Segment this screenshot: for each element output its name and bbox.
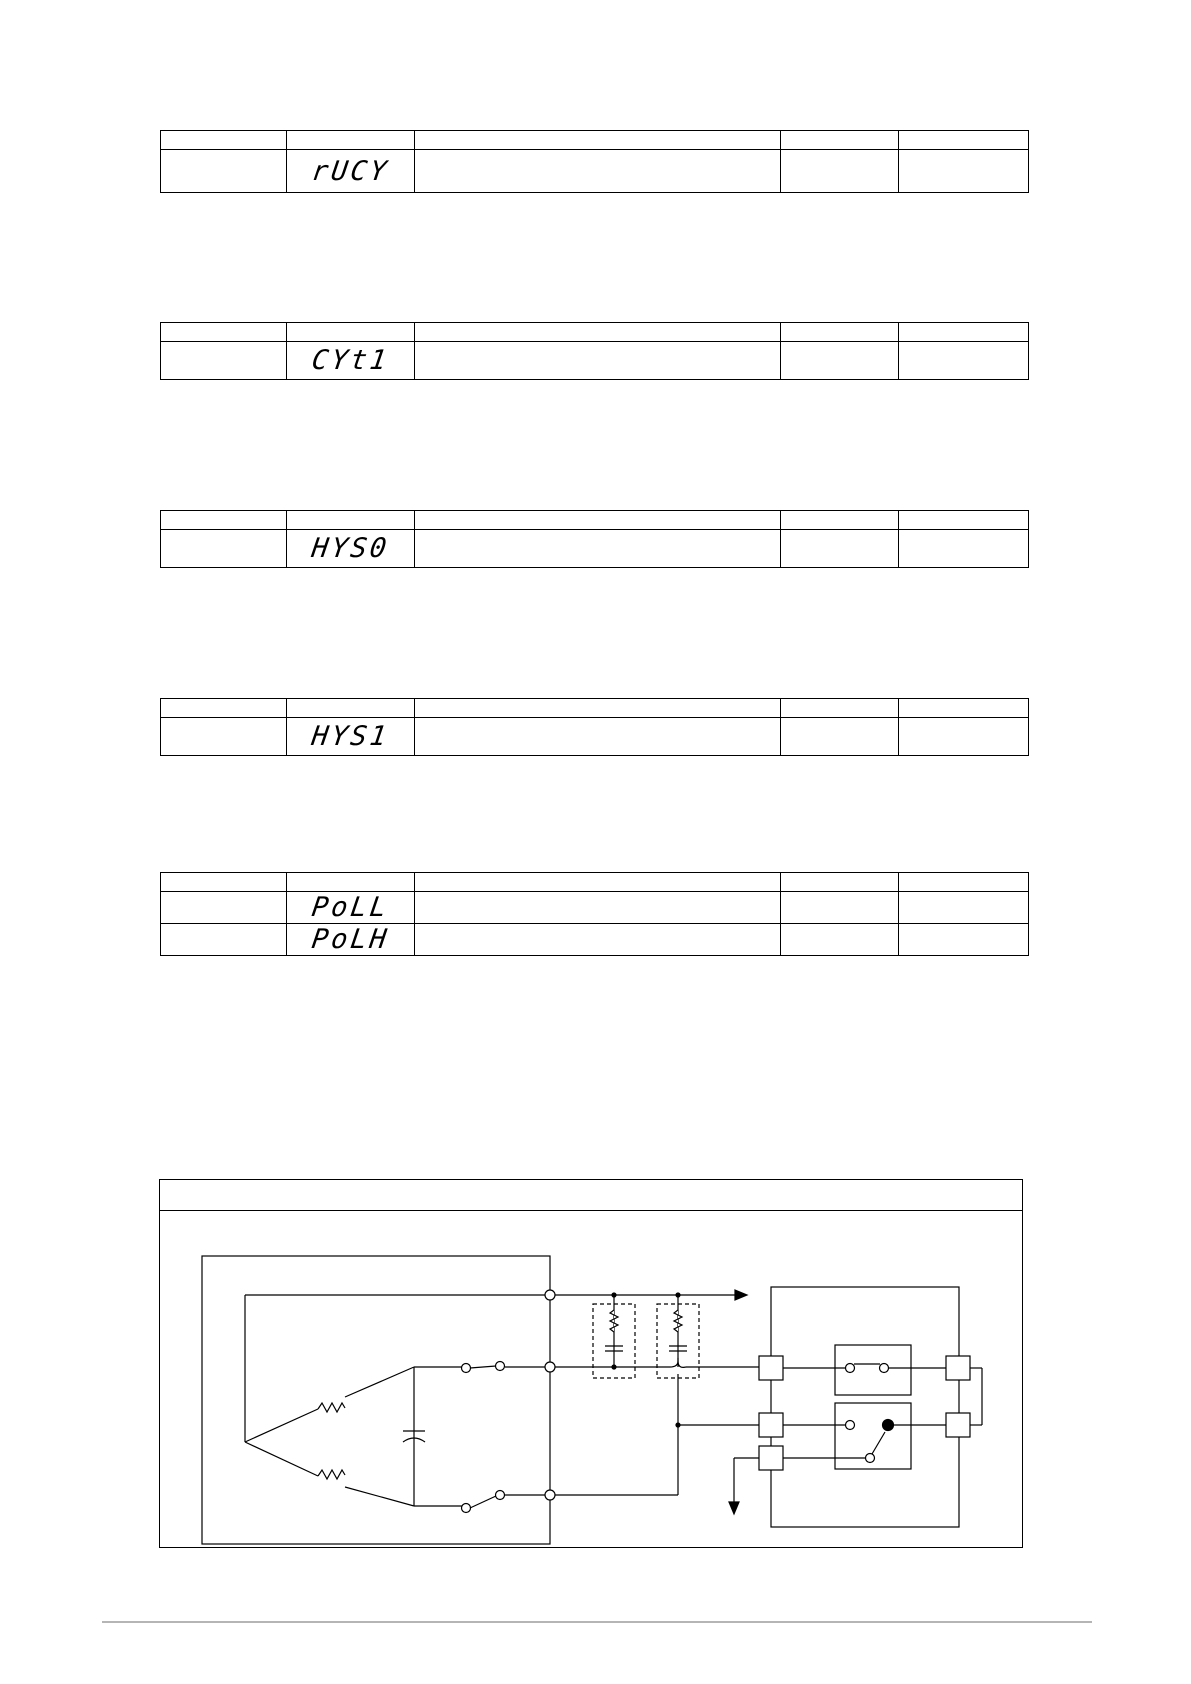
segment-character: H [309, 721, 334, 752]
parameter-table-4 [160, 698, 1029, 756]
segment-character: L [348, 892, 372, 923]
resistor-icon [674, 1310, 682, 1332]
switch-contact-icon [846, 1364, 855, 1373]
switch-contact-icon [880, 1364, 889, 1373]
segment-character: P [309, 892, 334, 923]
table-row [161, 342, 1029, 380]
table-row [161, 892, 1029, 924]
segment-character: Y [329, 533, 353, 564]
segment-character: Y [329, 721, 353, 752]
segment-character: 0 [367, 533, 392, 564]
terminal-block [759, 1413, 783, 1437]
switch-blade [470, 1366, 496, 1368]
table-header-row [161, 873, 1029, 892]
footer-rule [102, 1621, 1092, 1623]
wire [245, 1409, 318, 1442]
segment-character: Y [329, 345, 353, 376]
wire [345, 1487, 414, 1506]
table-row [161, 150, 1029, 193]
segment-character: o [329, 892, 353, 923]
wiring-diagram-box [159, 1179, 1023, 1548]
resistor-icon [610, 1310, 618, 1332]
table-header-row [161, 511, 1029, 530]
table-row [161, 718, 1029, 756]
wire [245, 1442, 318, 1476]
terminal-icon [545, 1490, 555, 1500]
segment-character: P [309, 924, 334, 955]
seven-segment-display [309, 155, 392, 187]
segment-character: r [309, 155, 334, 187]
sensor-enclosure [202, 1256, 550, 1544]
seven-segment-display [310, 347, 391, 374]
arrow-down-icon [729, 1502, 739, 1514]
segment-character: H [367, 924, 392, 955]
segment-character: H [309, 533, 334, 564]
switch-contact-icon [462, 1364, 471, 1373]
table-header-row [161, 699, 1029, 718]
segment-character: o [329, 924, 353, 955]
segment-character: C [348, 155, 372, 187]
arrow-right-icon [735, 1290, 747, 1300]
segment-character: 1 [367, 345, 392, 376]
switch-contact-icon [866, 1454, 875, 1463]
junction-dot [676, 1293, 680, 1297]
wire [345, 1367, 414, 1397]
resistor-icon [318, 1403, 345, 1412]
seven-segment-display [310, 894, 391, 921]
parameter-table-3 [160, 510, 1029, 568]
wiring-diagram [160, 1180, 1024, 1549]
switch-contact-icon [846, 1421, 855, 1430]
table-header-row [161, 131, 1029, 150]
parameter-table-2 [160, 322, 1029, 380]
resistor-icon [318, 1470, 345, 1479]
seven-segment-display [310, 926, 391, 953]
switch-contact-icon [496, 1362, 505, 1371]
segment-character: t [348, 345, 372, 376]
segment-character: 1 [367, 721, 392, 752]
switch-blade [470, 1496, 496, 1508]
switch-contact-closed-icon [883, 1420, 894, 1431]
terminal-block [759, 1446, 783, 1470]
junction-dot [612, 1293, 616, 1297]
segment-character: L [367, 892, 392, 923]
segment-character: L [348, 924, 372, 955]
segment-character: C [309, 345, 334, 376]
table-row [161, 530, 1029, 568]
table-header-row [161, 323, 1029, 342]
segment-character: S [348, 533, 372, 564]
terminal-icon [545, 1290, 555, 1300]
table-row [161, 924, 1029, 956]
terminal-block [759, 1356, 783, 1380]
terminal-block [946, 1413, 970, 1437]
switch-contact-icon [462, 1504, 471, 1513]
segment-character: U [329, 155, 353, 187]
segment-character: Y [367, 155, 392, 187]
segment-character: S [348, 721, 372, 752]
parameter-table-1 [160, 130, 1029, 193]
terminal-block [946, 1356, 970, 1380]
seven-segment-display [310, 535, 391, 562]
seven-segment-display [310, 723, 391, 750]
switch-blade [872, 1432, 885, 1454]
junction-dot [676, 1423, 680, 1427]
parameter-table-5 [160, 872, 1029, 956]
relay-enclosure [771, 1287, 959, 1527]
terminal-icon [545, 1362, 555, 1372]
switch-contact-icon [496, 1491, 505, 1500]
